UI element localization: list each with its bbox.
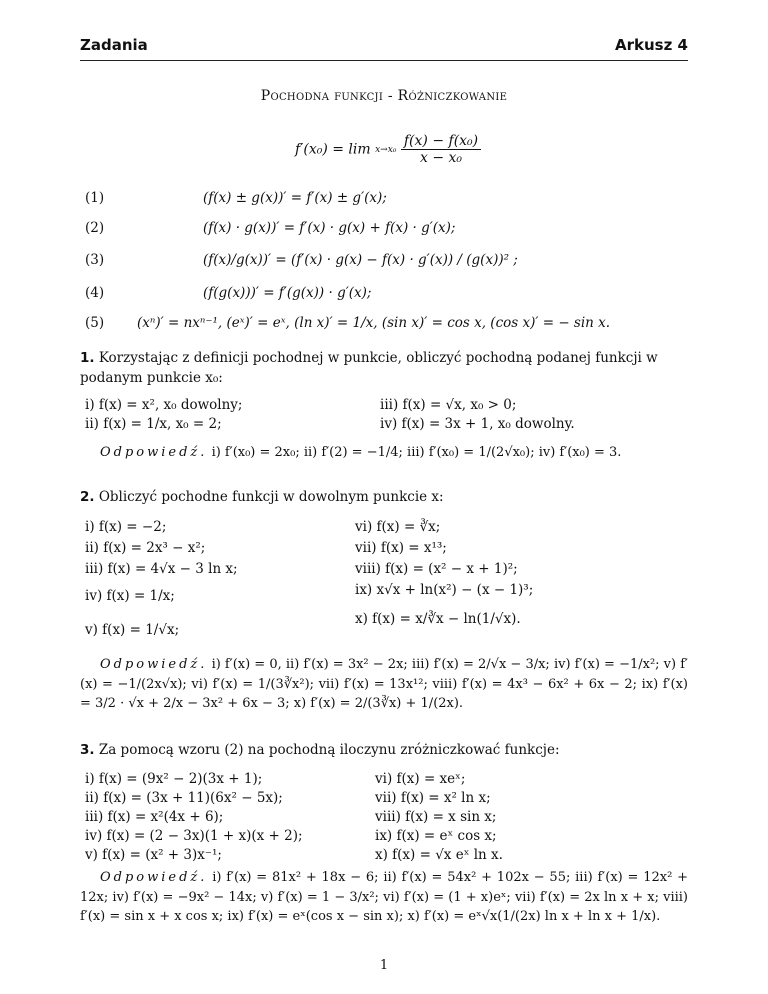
list-item: v) f(x) = (x² + 3)x⁻¹; — [85, 847, 222, 863]
list-item: vi) f(x) = ∛x; — [355, 519, 441, 535]
list-item: x) f(x) = √x eˣ ln x. — [375, 847, 503, 863]
list-item: iii) f(x) = √x, x₀ > 0; — [380, 397, 517, 413]
task-1-right-list — [380, 396, 575, 434]
task-2-number: 2. — [80, 489, 95, 505]
list-item: ii) f(x) = 2x³ − x²; — [85, 540, 206, 556]
list-item: i) f(x) = (9x² − 2)(3x + 1); — [85, 771, 263, 787]
list-item: iii) f(x) = x²(4x + 6); — [85, 809, 224, 825]
list-item: vii) f(x) = x¹³; — [355, 540, 447, 556]
page-header — [80, 36, 688, 58]
page-number: 1 — [379, 958, 389, 973]
task-1-number: 1. — [80, 350, 95, 366]
list-item: iii) f(x) = 4√x − 3 ln x; — [85, 561, 238, 577]
task-2-answer: Odpowiedź. i) f′(x) = 0, ii) f′(x) = 3x² − 2x; iii) f′(x) = 2/√x − 3/x; iv) f′(x) = −1/x²; v) f′(x) = −1/(2x√x); vi) f′(x) = 1/(3∛x²); vii) f′(x) = 13x¹²; viii) f′(x) = 4x³ − 6x² + 6x − 2; ix) f′(x) = 3/2 · √x + 2/x − 3x² + 6x − 3; x) f′(x) = 2/(3∛x) + 1/(2x). — [80, 657, 688, 711]
list-item: iv) f(x) = 1/x; — [85, 588, 175, 604]
task-3-number: 3. — [80, 742, 95, 758]
list-item: vi) f(x) = xeˣ; — [375, 771, 466, 787]
page-title: Pochodna funkcji - Różniczkowanie — [260, 88, 508, 104]
task-3-statement: 3. Za pomocą wzoru (2) na pochodną iloczynu zróżniczkować funkcje: — [80, 742, 560, 758]
derivative-definition — [295, 133, 481, 166]
list-item: ix) f(x) = eˣ cos x; — [375, 828, 497, 844]
list-item: ii) f(x) = (3x + 11)(6x² − 5x); — [85, 790, 283, 806]
definition-numerator: f(x) − f(x₀) — [401, 133, 481, 150]
list-item: i) f(x) = −2; — [85, 519, 167, 535]
header-right: Arkusz 4 — [615, 36, 688, 54]
task-3-left-list — [85, 770, 303, 865]
task-3-right-list — [375, 770, 503, 865]
list-item: vii) f(x) = x² ln x; — [375, 790, 491, 806]
list-item: viii) f(x) = (x² − x + 1)²; — [355, 561, 518, 577]
list-item: ii) f(x) = 1/x, x₀ = 2; — [85, 416, 222, 432]
header-rule — [80, 60, 688, 61]
list-item: ix) x√x + ln(x²) − (x − 1)³; — [355, 582, 534, 598]
task-1-answer: Odpowiedź. i) f′(x₀) = 2x₀; ii) f′(2) = −1/4; iii) f′(x₀) = 1/(2√x₀); iv) f′(x₀) = 3. — [100, 445, 622, 460]
list-item: x) f(x) = x/∛x − ln(1/√x). — [355, 611, 521, 627]
list-item: v) f(x) = 1/√x; — [85, 622, 180, 638]
definition-lhs: f′(x₀) = lim — [295, 141, 371, 158]
task-3-answer: Odpowiedź. i) f′(x) = 81x² + 18x − 6; ii) f′(x) = 54x² + 102x − 55; iii) f′(x) = 12x² + 12x; iv) f′(x) = −9x² − 14x; v) f′(x) = 1 − 3/x²; vi) f′(x) = (1 + x)eˣ; vii) f′(x) = 2x ln x + x; viii) f′(x) = sin x + x cos x; ix) f′(x) = eˣ(cos x − sin x); x) f′(x) = eˣ√x(1/(2x) ln x + ln x + 1/x). — [80, 870, 688, 924]
header-left: Zadania — [80, 36, 148, 54]
task-2-left-list — [85, 516, 238, 647]
task-2-statement: 2. Obliczyć pochodne funkcji w dowolnym punkcie x: — [80, 489, 444, 505]
list-item: iv) f(x) = (2 − 3x)(1 + x)(x + 2); — [85, 828, 303, 844]
task-1-left-list — [85, 396, 242, 434]
definition-denominator: x − x₀ — [419, 150, 463, 166]
list-item: i) f(x) = x², x₀ dowolny; — [85, 397, 243, 413]
definition-lim-sub: x→x₀ — [375, 144, 397, 155]
task-2-right-list — [355, 516, 533, 636]
document-page: Zadania Arkusz 4 Pochodna funkcji - Różniczkowanie f′(x₀) = lim x→x₀ $\frac{\text{f(x) − f(x₀)}}{\text{x − x₀}}$ (1) (f(x) ± g(x))′ = f′(x) ± g′(x); (2) (f(x) · g(x))′ = f′(x) · g(x) + f(x) · g′(x); (3) (f(x)/g(x))′ = (f′(x) · g(x) − f(x) · g′(x)) / (g(x))² ; (4) (f(g(x)))′ = f′(g(x)) · g′(x); (5) (xⁿ)′ = nxⁿ⁻¹, (eˣ)′ = eˣ, (ln x)′ = 1/x, (sin x)′ = cos x, (cos x)′ = − sin x. 1. Korzystając z definicji pochodnej w punkcie, obliczyć pochodną podanej funkcji w podanym punkcie x₀: i) f(x) = x², x₀ dowolny; ii) f(x) = 1/x, x₀ = 2; iii) f(x) = √x, x₀ > 0; iv) f(x) = 3x + 1, x₀ dowolny. Odpowiedź. i) f′(x₀) = 2x₀; ii) f′(2) = −1/4; iii) f′(x₀) = 1/(2√x₀); iv) f′(x₀) = 3. 2. Obliczyć pochodne funkcji w dowolnym punkcie x: i) f(x) = −2; ii) f(x) = 2x³ − x²; iii) f(x) = 4√x − 3 ln x; iv) f(x) = 1/x; v) f(x) = 1/√x; vi) f(x) = ∛x; vii) f(x) = x¹³; viii) f(x) = (x² − x + 1)²; ix) x√x + ln(x²) − (x − 1)³; x) f(x) = x/∛x − ln(1/√x). Odpowiedź. i) f′(x) = 0, ii) f′(x) = 3x² − 2x; iii) f′(x) = 2/√x − 3/x; iv) f′(x) = −1/x²; v) f′(x) = −1/(2x√x); vi) f′(x) = 1/(3∛x²); vii) f′(x) = 13x¹²; viii) f′(x) = 4x³ − 6x² + 6x − 2; ix) f′(x) = 3/2 · √x + 2/x − 3x² + 6x − 3; x) f′(x) = 2/(3∛x) + 1/(2x). 3. Za pomocą wzoru (2) na pochodną iloczynu zróżniczkować funkcje: i) f(x) = (9x² − 2)(3x + 1); ii) f(x) = (3x + 11)(6x² − 5x); iii) f(x) = x²(4x + 6); iv) f(x) = (2 − 3x)(1 + x)(x + 2); v) f(x) = (x² + 3)x⁻¹; vi) f(x) = xeˣ; vii) f(x) = x² ln x; viii) f(x) = x sin x; ix) f(x) = eˣ cos x; x) f(x) = √x eˣ ln x. Odpowiedź. i) f′(x) = 81x² + 18x − 6; ii) f′(x) = 54x² + 102x − 55; iii) f′(x) = 12x² + 12x; iv) f′(x) = −9x² − 14x; v) f′(x) = 1 − 3/x²; vi) f′(x) = (1 + x)eˣ; vii) f′(x) = 2x ln x + x; viii) f′(x) = sin x + x cos x; ix) f′(x) = eˣ(cos x − sin x); x) f′(x) = eˣ√x(1/(2x) ln x + ln x + 1/x). 1 — [0, 0, 768, 994]
list-item: iv) f(x) = 3x + 1, x₀ dowolny. — [380, 416, 575, 432]
task-1-statement: 1. Korzystając z definicji pochodnej w punkcie, obliczyć pochodną podanej funkcji w podanym punkcie x₀: — [80, 350, 658, 386]
list-item: viii) f(x) = x sin x; — [375, 809, 497, 825]
